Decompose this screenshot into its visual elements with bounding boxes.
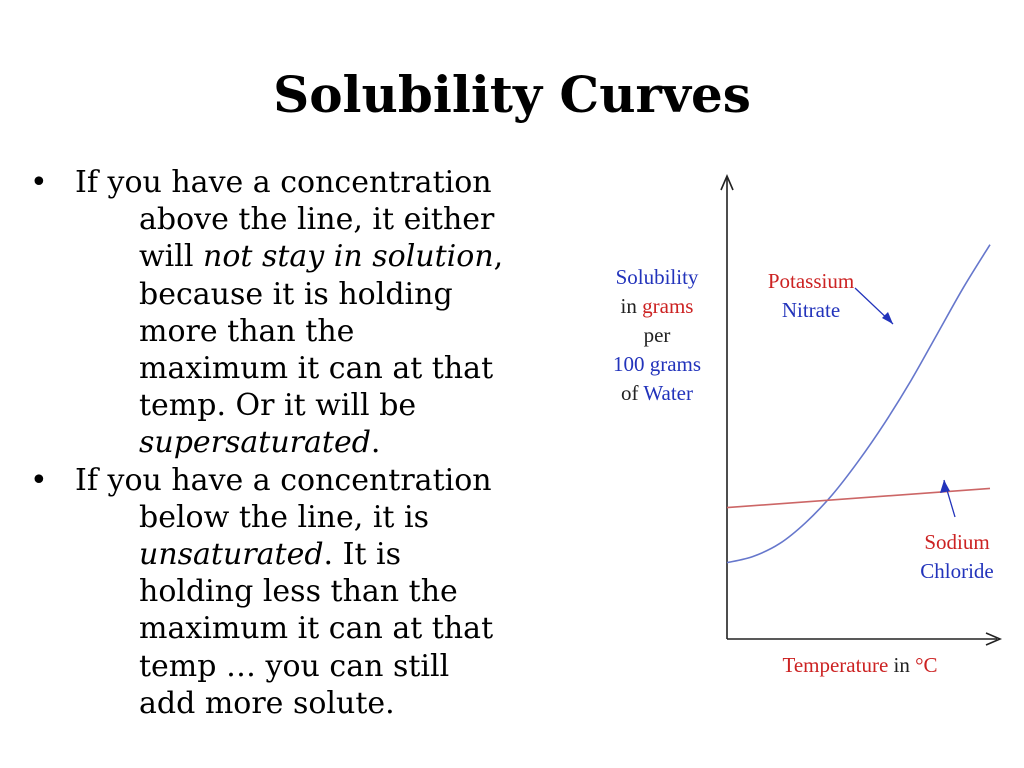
potassium-nitrate-curve <box>727 245 990 563</box>
slide-title: Solubility Curves <box>273 65 751 124</box>
bullet-text <box>75 164 605 462</box>
bullet-line <box>139 313 605 350</box>
series-label: Chloride <box>920 559 994 583</box>
text-run: above the line, it either <box>139 202 495 238</box>
bullet-line <box>139 238 605 275</box>
bullet-line <box>75 164 605 201</box>
bullet-line <box>139 350 605 387</box>
text-run: . <box>370 425 381 461</box>
bullet-line <box>139 424 605 461</box>
chart-labels <box>613 265 994 677</box>
y-axis-label-line <box>613 352 701 376</box>
label-run: 100 grams <box>612 352 702 376</box>
bullet-line <box>139 387 605 424</box>
emphasis-text: supersaturated <box>139 425 371 461</box>
label-run: °C <box>915 653 938 677</box>
label-run: Temperature <box>782 653 889 677</box>
bullet-line <box>75 462 605 499</box>
sodium-chloride-curve <box>727 488 990 507</box>
chart-series <box>727 245 990 563</box>
text-run: will <box>139 239 203 275</box>
label-run: of <box>621 381 644 405</box>
series-label: Sodium <box>924 530 990 554</box>
bullet-item <box>30 462 605 722</box>
y-axis-label-line <box>616 265 699 289</box>
emphasis-text: not stay in solution <box>203 239 494 275</box>
series-label: Nitrate <box>781 298 841 322</box>
series-label: Potassium <box>767 269 855 293</box>
bullet-list <box>30 164 605 722</box>
label-run: in <box>888 653 916 677</box>
series-pointer-arrowhead <box>882 312 893 324</box>
bullet-item <box>30 164 605 462</box>
label-run: grams <box>642 294 694 318</box>
bullet-line <box>139 201 605 238</box>
text-run: If you have a concentration <box>75 165 492 200</box>
y-axis-label-line <box>621 294 694 318</box>
text-run: holding less than the <box>139 574 458 610</box>
label-run: per <box>643 323 671 347</box>
series-pointer-arrowhead <box>940 480 950 493</box>
text-run: If you have a concentration <box>75 462 492 498</box>
x-axis-label <box>782 653 937 677</box>
text-run: temp. Or it will be <box>139 388 417 424</box>
y-axis-label-line <box>644 323 671 347</box>
text-run: more than the <box>139 313 355 349</box>
text-run: . It is <box>323 537 402 573</box>
text-run: maximum it can at that <box>139 611 494 647</box>
emphasis-text: unsaturated <box>139 537 324 573</box>
solubility-chart <box>600 160 1010 690</box>
text-run: temp … you can still <box>139 648 450 684</box>
text-run: add more solute. <box>139 685 395 721</box>
y-axis-label-line <box>621 381 693 405</box>
bullet-dot: • <box>30 165 48 200</box>
bullet-line <box>139 648 605 685</box>
bullet-line <box>139 276 605 313</box>
bullet-line <box>139 499 605 536</box>
text-run: maximum it can at that <box>139 351 494 387</box>
label-run: Water <box>643 381 693 405</box>
bullet-line <box>139 573 605 610</box>
bullet-line <box>139 536 605 573</box>
bullet-text <box>75 462 605 722</box>
label-run: in <box>620 294 643 318</box>
text-run: below the line, it is <box>139 499 430 535</box>
label-run: Solubility <box>615 265 699 289</box>
text-run: , <box>493 239 504 275</box>
text-run: because it is holding <box>139 276 453 312</box>
bullet-line <box>139 685 605 722</box>
bullet-line <box>139 610 605 647</box>
bullet-dot: • <box>30 462 48 498</box>
